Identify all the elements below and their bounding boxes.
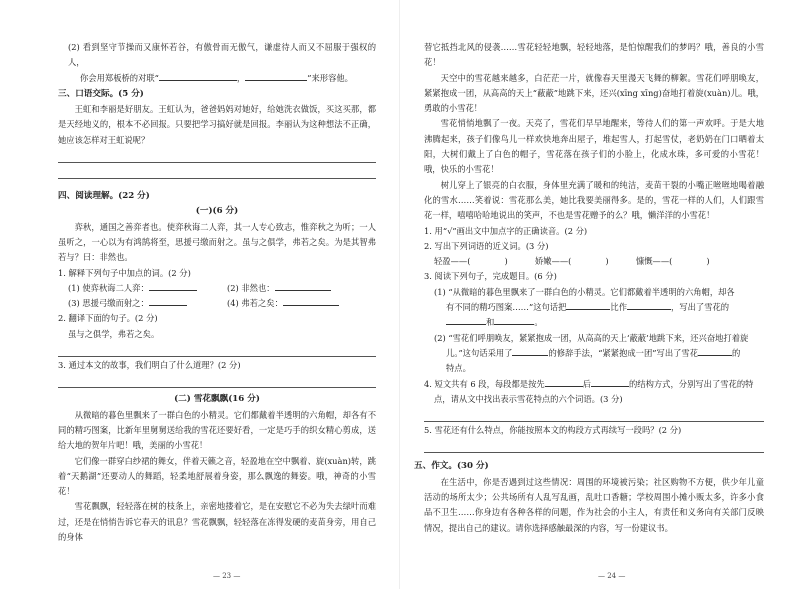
passage2-cont: 替它抵挡北风的侵袭……雪花轻轻地飘，轻轻地落，是怕惊醒我们的梦吗？哦，善良的小雪花！ (424, 42, 764, 68)
q2-line1: (2) 看到坚守节操而又康怀若谷，有傲骨而无傲气，谦虚待人而又不屈服于强权的人， (68, 42, 376, 68)
p2-q3-1a: (1) “从微暗的暮色里飘来了一群白色的小精灵。它们都戴着半透明的六角帽，却各 (434, 286, 735, 297)
text: 的 (732, 347, 741, 358)
p1-q2-sentence: 虽与之俱学，弗若之矣。 (68, 328, 160, 339)
p2-q3-2c: 特点。 (446, 363, 471, 374)
answer-blank[interactable] (545, 377, 583, 387)
p1-q1-item: (3) 思援弓缴而射之： (68, 298, 149, 309)
text: 的结构方式，分别写出了雪花的特 (628, 378, 754, 389)
answer-blank[interactable] (446, 315, 486, 325)
p1-q2: 2. 翻译下面的句子。(2 分) (58, 313, 158, 324)
q2-line2 (58, 71, 376, 86)
paren-close: ) (706, 256, 710, 267)
q2-line2-mid: ， (236, 72, 246, 83)
p2-q3-2b (424, 346, 764, 361)
answer-line[interactable] (58, 164, 376, 179)
answer-line[interactable] (424, 407, 764, 422)
answer-blank[interactable] (566, 300, 610, 310)
section3-title: 三、口语交际。(5 分) (58, 88, 144, 99)
page-number-right: — 24 — (598, 572, 626, 580)
answer-line[interactable] (58, 148, 376, 163)
text: 。 (534, 317, 543, 328)
p2-q3-2a: (2) “雪花们呼朋唤友，紧紧抱成一团，从高高的天上‘蔽蔽’地跳下来，还兴奋地打着旋 (434, 332, 749, 343)
answer-blank[interactable] (149, 296, 187, 306)
answer-blank[interactable] (275, 281, 331, 291)
p1-q1-item: (1) 使弈秋诲二人弈： (68, 282, 149, 293)
p1-q1-item: (2) 非然也： (227, 282, 275, 293)
p1-q1: 1. 解释下列句子中加点的词。(2 分) (58, 267, 191, 278)
text: 的修辞手法，“紧紧抱成一团”写出了雪花 (548, 347, 699, 358)
q2-line2-post: ”来形容他。 (307, 72, 353, 83)
answer-blank[interactable] (698, 346, 732, 356)
answer-line[interactable] (58, 342, 376, 357)
text: 4. 短文共有 6 段，每段都是按先 (424, 378, 545, 389)
synonym-word: 娇嫩——( (534, 256, 572, 267)
section5-title: 五、作文。(30 分) (414, 461, 489, 472)
passage1-title: (一)(6 分) (195, 206, 239, 217)
answer-blank[interactable] (512, 346, 548, 356)
p2-q1: 1. 用“√”画出文中加点字的正确读音。(2 分) (424, 225, 588, 236)
q2-line2-pre: 你会用郑板桥的对联“ (80, 72, 159, 83)
p1-q3: 3. 通过本文的故事，我们明白了什么道理？(2 分) (58, 360, 241, 371)
p2-q3-1c (424, 315, 764, 330)
p2-q2: 2. 写出下列词语的近义词。(3 分) (424, 240, 549, 251)
answer-blank[interactable] (494, 315, 534, 325)
passage2-para6: 树儿穿上了银亮的白衣服，身体里充满了暖和的纯洁，麦苗干裂的小嘴正咝咝地喝着融化的雪水……笑着说：雪花那么美，她比我要美丽得多。是的，雪花一样的人们，人们跟雪花一样，嘻嘻哈哈地说出的笑声，不也是雪花赠予的么？哦，懒洋洋的小雪花！ (424, 179, 764, 221)
p2-q3-1b (424, 300, 764, 315)
section4-title: 四、阅读理解。(22 分) (58, 191, 150, 202)
answer-blank[interactable] (283, 296, 339, 306)
section5-text: 在生活中，你是否遇到过这些情况：周围的环境被污染；社区购物不方便，供少年儿童活动的场所太少；公共场所有人乱写乱画，乱吐口香糖；学校周围小摊小贩太多，许多小食品不卫生……你身边有各种各样的问题，作为社会的小主人，有责任和义务向有关部门反映情况，提出自己的建议。请你选择感触最深的内容，写一份建议书。 (424, 476, 764, 533)
text: 比作 (610, 302, 628, 313)
answer-blank[interactable] (627, 300, 671, 310)
passage1-text: 弈秋，通国之善弈者也。使弈秋诲二人弈，其一人专心致志，惟弈秋之为听；一人虽听之，一心以为有鸿鹄将至，思援弓缴而射之。虽与之俱学，弗若之矣。为是其智弗若与？曰：非然也。 (58, 221, 376, 263)
p2-q3: 3. 阅读下列句子，完成题目。(6 分) (424, 271, 557, 282)
p2-q2-items (424, 254, 764, 269)
text: 有不同的精巧图案……”这句话把 (446, 302, 567, 313)
q2-blank-2[interactable] (245, 71, 307, 81)
text: 后 (582, 378, 591, 389)
passage2-para2: 它们像一群穿白纱裙的舞女，伴着天籁之音，轻盈地在空中飘着、旋(xuàn)转，跳着“天鹅湖”还要动人的舞蹈，轻柔地舒展着身姿，那么飘逸的舞姿。哦，神奇的小雪花！ (58, 455, 376, 497)
answer-blank[interactable] (591, 377, 629, 387)
passage2-para1: 从微暗的暮色里飘来了一群白色的小精灵。它们都戴着半透明的六角帽，却各有不同的精巧图案，比新年里舅舅送给我的雪花还要好看，一定是巧手的织女精心剪成，送给大地的贺年片吧！哦，美丽的小雪花！ (58, 409, 376, 451)
p1-q1-item: (4) 弗若之矣： (227, 298, 283, 309)
answer-blank[interactable] (149, 281, 197, 291)
right-page (400, 0, 800, 589)
passage2-para4: 天空中的雪花越来越多，白茫茫一片，就像春天里漫天飞舞的柳絮。雪花们呼朋唤友，紧紧抱成一团，从高高的天上“蔽蔽”地跳下来，还兴(xīng xīng)奋地打着旋(xuàn)儿。哦，勇敢的小雪花！ (424, 72, 764, 114)
page-number-left: — 23 — (213, 572, 241, 580)
synonym-word: 轻盈——( (434, 256, 471, 267)
passage2-para3: 雪花飘飘，轻轻落在树的枝条上，亲密地搂着它，是在安慰它不必为失去绿叶而难过，还是在悄悄告诉它春天的讯息？雪花飘飘，轻轻落在冻得发硬的麦苗身旁，用自己的身体 (58, 501, 376, 543)
answer-line[interactable] (424, 438, 764, 453)
p2-q4b: 点，请从文中找出表示雪花特点的六个词语。(3 分) (434, 393, 623, 404)
q2-blank-1[interactable] (159, 71, 237, 81)
text: 和 (486, 317, 495, 328)
passage2-title: (二) 雪花飘飘(16 分) (174, 394, 260, 405)
paren-close: ) (504, 256, 508, 267)
answer-line[interactable] (58, 373, 376, 388)
p2-q4a (424, 377, 764, 392)
synonym-word: 慷慨——( (635, 256, 673, 267)
section3-text: 王虹和李丽是好朋友。王虹认为，爸爸妈妈对她好，给她洗衣做饭，买这买那，都是天经地义的，根本不必回报。只要把学习搞好就是回报。李丽认为这种想法不正确，她应该怎样对王虹说呢？ (58, 104, 376, 145)
paren-close: ) (605, 256, 609, 267)
text: ，写出了雪花的 (671, 302, 730, 313)
text: 儿。”这句话采用了 (446, 347, 513, 358)
passage2-para5: 雪花悄悄地飘了一夜。天亮了，雪花们早早地醒来，等待人们的第一声欢呼。于是大地沸腾起来，孩子们像鸟儿一样欢快地奔出屋子，堆起雪人，打起雪仗，老奶奶在门口晒着太阳，大树们戴上了白色的帽子，雪花落在孩子们的小脸上，化成水珠，多可爱的小雪花！哦，快乐的小雪花！ (424, 118, 764, 175)
p1-q1-row (58, 281, 376, 296)
p1-q1-row (58, 296, 376, 311)
p2-q5: 5. 雪花还有什么特点，你能按照本文的构段方式再续写一段吗？(2 分) (424, 425, 682, 436)
